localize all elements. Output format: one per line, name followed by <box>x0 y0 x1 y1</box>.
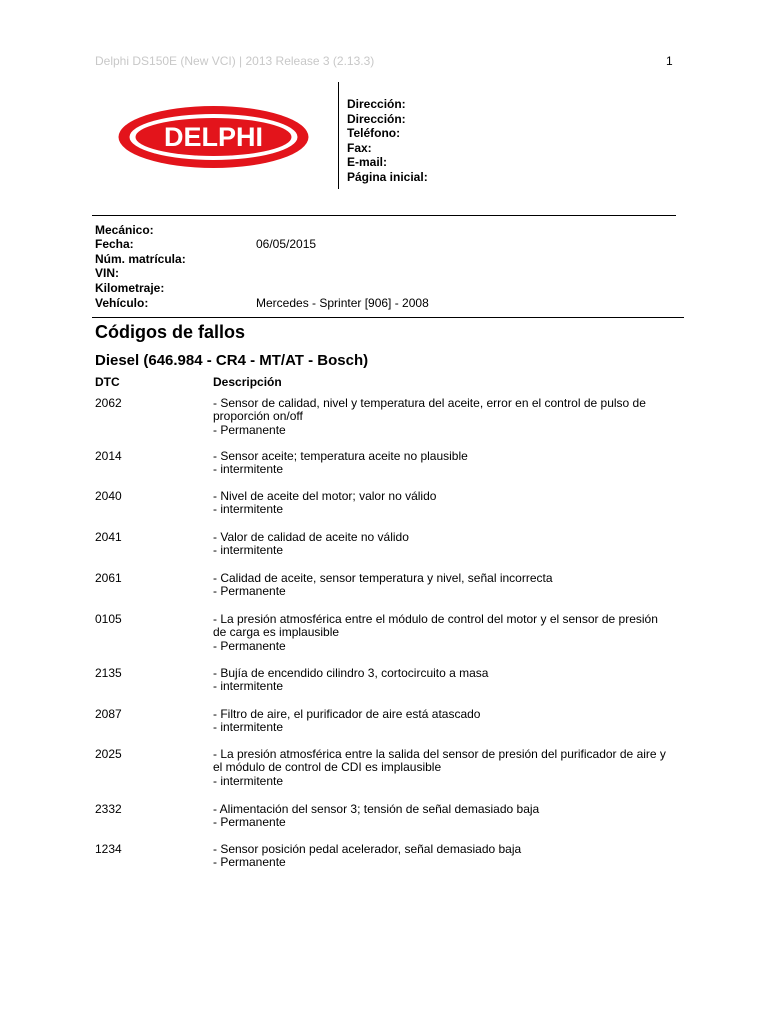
dtc-description <box>213 531 673 558</box>
dtc-description-text: - Sensor de calidad, nivel y temperatura del aceite, error en el control de pulso de proporción on/off <box>213 396 646 424</box>
dtc-description-text: - Sensor posición pedal acelerador, señal demasiado baja <box>213 842 522 856</box>
dtc-code: 0105 <box>95 612 122 626</box>
divider-top <box>92 215 676 216</box>
info-label: Fecha: <box>95 237 134 251</box>
info-label: Mecánico: <box>95 223 154 237</box>
dtc-code: 2332 <box>95 802 122 816</box>
contact-line: Dirección: <box>347 111 406 126</box>
document-header: Delphi DS150E (New VCI) | 2013 Release 3 (2.13.3) <box>95 54 375 68</box>
dtc-status: - Permanente <box>213 422 286 437</box>
dtc-code: 2087 <box>95 707 122 721</box>
dtc-description-text: - Calidad de aceite, sensor temperatura y nivel, señal incorrecta <box>213 571 553 585</box>
dtc-code: 2061 <box>95 571 122 585</box>
dtc-description <box>213 450 673 477</box>
column-header-description: Descripción <box>213 375 282 389</box>
dtc-status: - intermitente <box>213 773 284 788</box>
logo-text: DELPHI <box>163 122 264 152</box>
dtc-status: - intermitente <box>213 462 284 477</box>
info-value: Mercedes - Sprinter [906] - 2008 <box>256 296 429 310</box>
dtc-description-text: - Nivel de aceite del motor; valor no válido <box>213 489 437 503</box>
page-number: 1 <box>666 54 673 68</box>
dtc-status: - Permanente <box>213 638 286 653</box>
dtc-description <box>213 708 673 735</box>
dtc-status: - intermitente <box>213 543 284 558</box>
dtc-description-text: - La presión atmosférica entre la salida del sensor de presión del purificador de aire y el módulo de control de CDI es implausible <box>213 747 666 775</box>
dtc-description-text: - Filtro de aire, el purificador de aire está atascado <box>213 707 481 721</box>
dtc-description <box>213 613 673 653</box>
dtc-description <box>213 803 673 830</box>
dtc-description-text: - Sensor aceite; temperatura aceite no plausible <box>213 449 468 463</box>
section-title: Códigos de fallos <box>95 322 246 342</box>
dtc-description <box>213 748 673 788</box>
contact-line: Página inicial: <box>347 169 428 184</box>
divider-bottom <box>92 317 684 318</box>
dtc-description <box>213 667 673 694</box>
dtc-code: 1234 <box>95 842 122 856</box>
contact-block <box>347 97 428 185</box>
dtc-status: - intermitente <box>213 720 284 735</box>
contact-line: Fax: <box>347 140 372 155</box>
subsection-title: Diesel (646.984 - CR4 - MT/AT - Bosch) <box>95 352 369 369</box>
dtc-code: 2025 <box>95 747 122 761</box>
dtc-status: - Permanente <box>213 584 286 599</box>
info-label: VIN: <box>95 266 119 280</box>
info-label: Vehículo: <box>95 296 149 310</box>
vertical-divider <box>338 82 339 189</box>
dtc-code: 2041 <box>95 530 122 544</box>
column-header-dtc: DTC <box>95 375 120 389</box>
info-value: 06/05/2015 <box>256 237 317 251</box>
info-label: Kilometraje: <box>95 281 165 295</box>
dtc-description-text: - Valor de calidad de aceite no válido <box>213 530 409 544</box>
dtc-status: - intermitente <box>213 502 284 517</box>
dtc-code: 2135 <box>95 666 122 680</box>
contact-line: Dirección: <box>347 97 406 111</box>
delphi-logo <box>116 104 311 170</box>
dtc-description <box>213 397 673 437</box>
dtc-description-text: - Alimentación del sensor 3; tensión de señal demasiado baja <box>213 802 540 816</box>
dtc-description-text: - Bujía de encendido cilindro 3, cortocircuito a masa <box>213 666 489 680</box>
dtc-code: 2062 <box>95 396 122 410</box>
dtc-code: 2014 <box>95 449 122 463</box>
dtc-description <box>213 572 673 599</box>
dtc-description <box>213 843 673 870</box>
info-label: Núm. matrícula: <box>95 252 186 266</box>
dtc-status: - Permanente <box>213 815 286 830</box>
dtc-description <box>213 490 673 517</box>
dtc-description-text: - La presión atmosférica entre el módulo de control del motor y el sensor de presión de carga es implausible <box>213 612 658 640</box>
contact-line: E-mail: <box>347 155 388 170</box>
dtc-status: - intermitente <box>213 679 284 694</box>
dtc-code: 2040 <box>95 489 122 503</box>
contact-line: Teléfono: <box>347 126 401 141</box>
dtc-status: - Permanente <box>213 855 286 870</box>
